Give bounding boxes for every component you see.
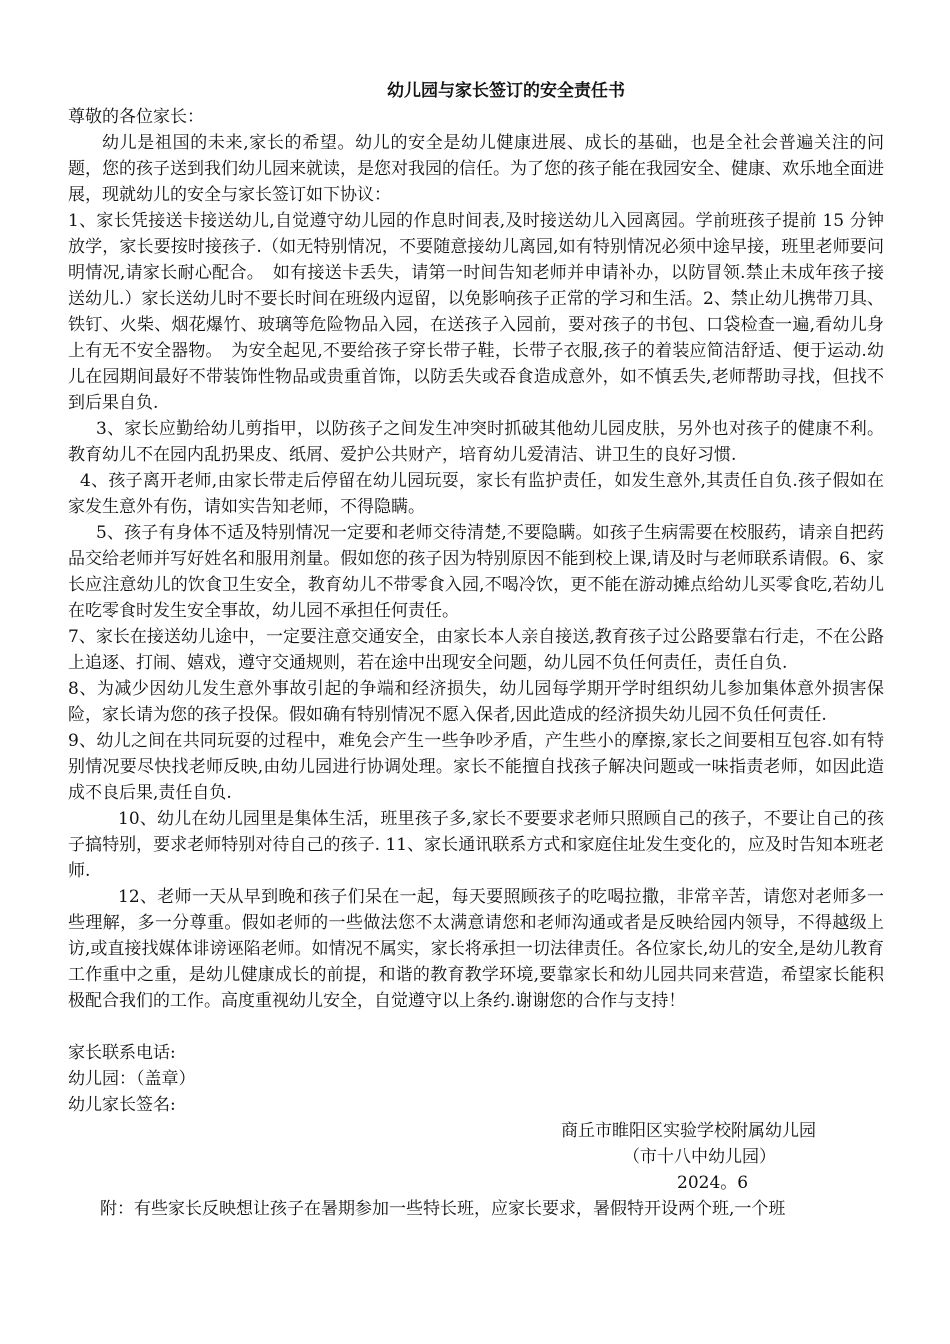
issuer-name: 商丘市睢阳区实验学校附属幼儿园: [561, 1121, 816, 1141]
intro-paragraph: 幼儿是祖国的未来,家长的希望。幼儿的安全是幼儿健康进展、成长的基础，也是全社会普遍关注的问题，您的孩子送到我们幼儿园来就读，是您对我园的信任。为了您的孩子能在我园安全、健康、欢乐地全面进展，现就幼儿的安全与家长签订如下协议：: [68, 133, 884, 205]
clause-9-paragraph: 9、幼儿之间在共同玩耍的过程中，难免会产生一些争吵矛盾，产生些小的摩擦,家长之间要相互包容.如有特别情况要尽快找老师反映,由幼儿园进行协调处理。家长不能擅自找孩子解决问题或一味指责老师，如因此造成不良后果,责任自负.: [68, 731, 884, 803]
clause-10-11-paragraph: 10、幼儿在幼儿园里是集体生活，班里孩子多,家长不要要求老师只照顾自己的孩子，不要让自己的孩子搞特别，要求老师特别对待自己的孩子. 11、家长通讯联系方式和家庭住址发生变化的，应及时告知本班老师.: [68, 809, 884, 881]
salutation: 尊敬的各位家长：: [68, 107, 204, 127]
issue-date: 2024。6: [677, 1173, 749, 1193]
blank-line: [68, 1014, 884, 1040]
clause-4-paragraph: 4、孩子离开老师,由家长带走后停留在幼儿园玩耍，家长有监护责任，如发生意外,其责任自负.孩子假如在家发生意外有伤，请如实告知老师，不得隐瞒。: [68, 471, 884, 517]
document-title: 幼儿园与家长签订的安全责任书: [387, 81, 625, 101]
clause-8-paragraph: 8、为减少因幼儿发生意外事故引起的争端和经济损失，幼儿园每学期开学时组织幼儿参加集体意外损害保险，家长请为您的孩子投保。假如确有特别情况不愿入保者,因此造成的经济损失幼儿园不负任何责任.: [68, 679, 884, 725]
parent-phone-label: 家长联系电话:: [68, 1043, 176, 1063]
clause-5-6-paragraph: 5、孩子有身体不适及特别情况一定要和老师交待清楚,不要隐瞒。如孩子生病需要在校服药，请亲自把药品交给老师并写好姓名和服用剂量。假如您的孩子因为特别原因不能到校上课,请及时与老师联系请假。6、家长应注意幼儿的饮食卫生安全，教育幼儿不带零食入园,不喝冷饮，更不能在游动摊点给幼儿买零食吃,若幼儿在吃零食时发生安全事故，幼儿园不承担任何责任。: [68, 523, 884, 621]
issuer-block: [68, 1118, 884, 1196]
appendix-note: 附：有些家长反映想让孩子在暑期参加一些特长班，应家长要求，暑假特开设两个班,一个班: [100, 1199, 786, 1219]
issuer-alias: （市十八中幼儿园）: [623, 1147, 776, 1167]
clause-12-paragraph: 12、老师一天从早到晚和孩子们呆在一起，每天要照顾孩子的吃喝拉撒，非常辛苦，请您对老师多一些理解，多一分尊重。假如老师的一些做法您不太满意请您和老师沟通或者是反映给园内领导，不得越级上访,或直接找媒体诽谤诬陷老师。如情况不属实，家长将承担一切法律责任。各位家长,幼儿的安全,是幼儿教育工作重中之重，是幼儿健康成长的前提，和谐的教育教学环境,要靠家长和幼儿园共同来营造，希望家长能积极配合我们的工作。高度重视幼儿安全，自觉遵守以上条约.谢谢您的合作与支持！: [68, 887, 884, 1011]
kindergarten-seal-label: 幼儿园：（盖章）: [68, 1069, 196, 1089]
clause-3-paragraph: 3、家长应勤给幼儿剪指甲，以防孩子之间发生冲突时抓破其他幼儿园皮肤，另外也对孩子的健康不利。教育幼儿不在园内乱扔果皮、纸屑、爱护公共财产，培育幼儿爱清洁、讲卫生的良好习惯.: [68, 419, 884, 465]
clause-7-paragraph: 7、家长在接送幼儿途中，一定要注意交通安全，由家长本人亲自接送,教育孩子过公路要靠右行走，不在公路上追逐、打闹、嬉戏，遵守交通规则，若在途中出现安全问题，幼儿园不负任何责任，责任自负.: [68, 627, 884, 673]
document-page: [68, 78, 884, 1222]
clause-1-2-paragraph: 1、家长凭接送卡接送幼儿,自觉遵守幼儿园的作息时间表,及时接送幼儿入园离园。学前班孩子提前 15 分钟放学，家长要按时接孩子.（如无特别情况，不要随意接幼儿离园,如有特别情况必须中途早接，班里老师要问明情况,请家长耐心配合。 如有接送卡丢失，请第一时间告知老师并申请补办，以防冒领.禁止未成年孩子接送幼儿.）家长送幼儿时不要长时间在班级内逗留，以免影响孩子正常的学习和生活。2、禁止幼儿携带刀具、铁钉、火柴、烟花爆竹、玻璃等危险物品入园，在送孩子入园前，要对孩子的书包、口袋检查一遍,看幼儿身上有无不安全器物。 为安全起见,不要给孩子穿长带子鞋，长带子衣服,孩子的着装应简洁舒适、便于运动.幼儿在园期间最好不带装饰性物品或贵重首饰，以防丢失或吞食造成意外，如不慎丢失,老师帮助寻找，但找不到后果自负.: [68, 211, 884, 413]
parent-signature-label: 幼儿家长签名:: [68, 1095, 176, 1115]
